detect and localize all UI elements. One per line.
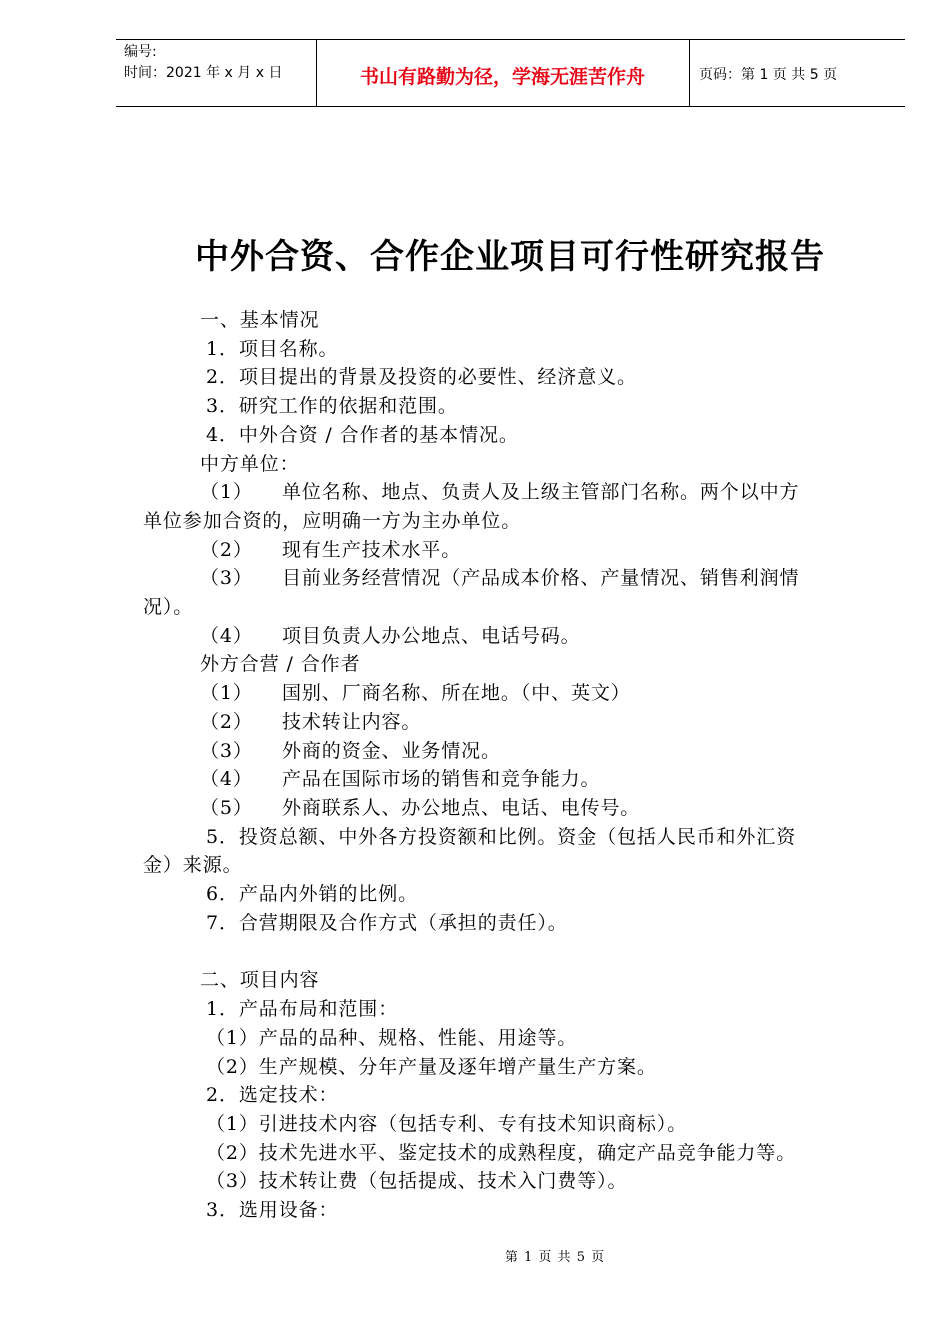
list-item: （2）技术先进水平、鉴定技术的成熟程度，确定产品竞争能力等。 <box>206 1141 797 1164</box>
list-item <box>0 708 950 737</box>
header-divider-right <box>689 39 690 106</box>
list-text: 技术转让内容。 <box>282 710 422 733</box>
list-item <box>0 679 950 708</box>
header-motto: 书山有路勤为径，学海无涯苦作舟 <box>359 66 645 88</box>
list-item <box>0 564 950 593</box>
paragraph: 中方单位： <box>200 452 300 475</box>
list-text: 单位名称、地点、负责人及上级主管部门名称。两个以中方 <box>282 481 800 504</box>
header-page-number: 页码：第 1 页 共 5 页 <box>699 67 838 83</box>
document-title: 中外合资、合作企业项目可行性研究报告 <box>195 237 825 277</box>
list-text: 项目负责人办公地点、电话号码。 <box>282 624 581 647</box>
list-text: 现有生产技术水平。 <box>282 538 462 561</box>
list-number: （3） <box>200 567 253 590</box>
list-number: （1） <box>200 682 253 705</box>
list-number: （2） <box>200 538 253 561</box>
list-number: （5） <box>200 796 253 819</box>
paragraph-continuation: 金）来源。 <box>143 854 243 877</box>
list-number: （1） <box>200 481 253 504</box>
paragraph: 外方合营 / 合作者 <box>200 653 361 676</box>
list-item <box>0 794 950 823</box>
section-heading: 二、项目内容 <box>200 969 320 992</box>
list-number: （2） <box>200 710 253 733</box>
paragraph: 1．产品布局和范围： <box>206 998 399 1021</box>
paragraph: 3．选用设备： <box>206 1199 339 1222</box>
time-label: 时间：2021 年 x 月 x 日 <box>124 65 283 81</box>
section-spacer <box>0 937 950 966</box>
list-text: 目前业务经营情况（产品成本价格、产量情况、销售利润情 <box>282 567 800 590</box>
list-item <box>0 536 950 565</box>
page-footer: 第 1 页 共 5 页 <box>504 1250 606 1265</box>
list-item <box>0 622 950 651</box>
paragraph: 2．项目提出的背景及投资的必要性、经济意义。 <box>206 366 637 389</box>
paragraph: 5．投资总额、中外各方投资额和比例。资金（包括人民币和外汇资 <box>206 825 797 848</box>
list-item <box>0 737 950 766</box>
header-top-rule <box>116 39 905 40</box>
paragraph: 3．研究工作的依据和范围。 <box>206 395 458 418</box>
paragraph: 7．合营期限及合作方式（承担的责任）。 <box>206 911 568 934</box>
list-number: （3） <box>200 739 253 762</box>
paragraph: 4．中外合资 / 合作者的基本情况。 <box>206 423 519 446</box>
list-text: 产品在国际市场的销售和竞争能力。 <box>282 768 601 791</box>
header-meta <box>124 42 282 84</box>
paragraph: 1．项目名称。 <box>206 337 339 360</box>
section-heading: 一、基本情况 <box>200 309 320 331</box>
list-item: （1）引进技术内容（包括专利、专有技术知识商标）。 <box>206 1112 688 1135</box>
list-number: （4） <box>200 768 253 791</box>
header-bottom-rule <box>116 106 905 107</box>
paragraph: 2．选定技术： <box>206 1084 339 1107</box>
document-body <box>0 306 950 1225</box>
serial-label: 编号: <box>124 44 157 60</box>
list-number: （4） <box>200 624 253 647</box>
paragraph-continuation: 况）。 <box>143 596 194 619</box>
list-item: （3）技术转让费（包括提成、技术入门费等）。 <box>206 1170 628 1193</box>
list-item <box>0 478 950 507</box>
paragraph-continuation: 单位参加合资的，应明确一方为主办单位。 <box>143 509 522 532</box>
list-item: （1）产品的品种、规格、性能、用途等。 <box>206 1026 578 1049</box>
list-item: （2）生产规模、分年产量及逐年增产量生产方案。 <box>206 1055 657 1078</box>
list-text: 国别、厂商名称、所在地。（中、英文） <box>282 682 631 705</box>
list-text: 外商的资金、业务情况。 <box>282 739 501 762</box>
paragraph: 6．产品内外销的比例。 <box>206 883 418 906</box>
list-item <box>0 765 950 794</box>
list-text: 外商联系人、办公地点、电话、电传号。 <box>282 796 641 819</box>
